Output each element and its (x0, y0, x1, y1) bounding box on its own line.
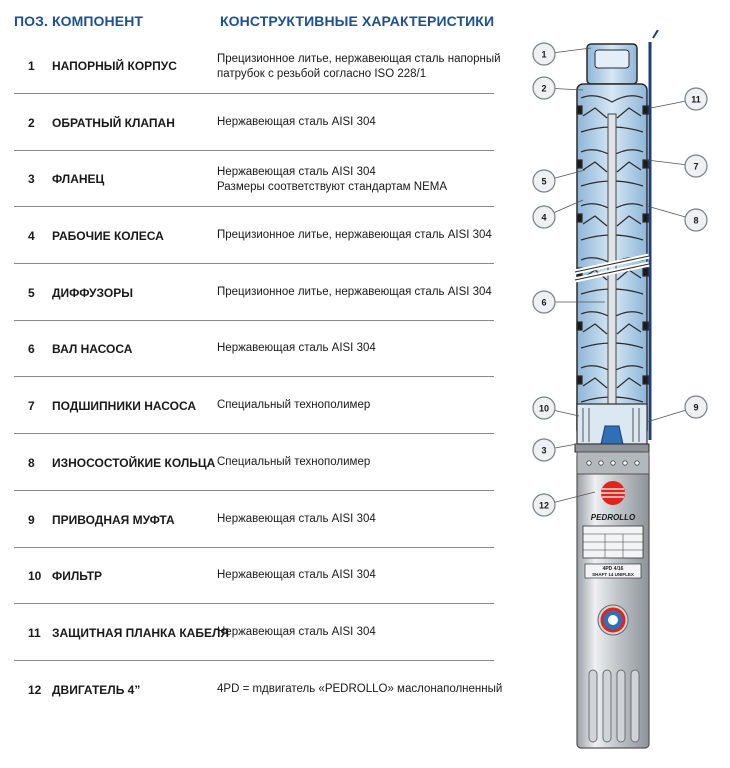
row-description-line: Прецизионное литье, нержавеющая сталь напорный (217, 53, 501, 65)
header-position: ПОЗ. (14, 13, 49, 29)
row-separator (14, 603, 494, 604)
row-separator (14, 547, 494, 548)
table-row (14, 449, 494, 487)
row-position: 6 (28, 342, 35, 356)
row-description-line: Нержавеющая сталь AISI 304 (217, 569, 376, 581)
row-component-name: ОБРАТНЫЙ КЛАПАН (52, 116, 175, 130)
row-component-name: НАПОРНЫЙ КОРПУС (52, 59, 177, 73)
row-position: 11 (28, 626, 41, 640)
table-row (14, 279, 494, 317)
row-description-line: Специальный технополимер (217, 456, 371, 468)
motor-plate-code: 4PD 4/16 (602, 566, 624, 572)
callout-number: 2 (541, 83, 547, 94)
motor-bolt (635, 461, 639, 465)
row-description-line: Нержавеющая сталь AISI 304 (217, 116, 376, 128)
motor-bolt (587, 461, 591, 465)
row-description-line: патрубок с резьбой согласно ISO 228/1 (217, 68, 427, 80)
callout-number: 10 (538, 403, 550, 414)
table-row (14, 676, 503, 714)
row-component-name: РАБОЧИЕ КОЛЕСА (52, 229, 164, 243)
row-description-line: Нержавеющая сталь AISI 304 (217, 626, 376, 638)
row-separator (14, 433, 494, 434)
row-description-line: Размеры соответствуют стандартам NEMA (217, 181, 448, 193)
row-component-name: ДВИГАТЕЛЬ 4” (52, 683, 141, 697)
row-position: 4 (28, 229, 35, 243)
row-position: 5 (28, 286, 35, 300)
row-description-line: Прецизионное литье, нержавеющая сталь AISI 304 (217, 229, 492, 241)
table-row (14, 165, 494, 203)
wear-ring (643, 268, 648, 276)
row-separator (14, 490, 494, 491)
wear-ring (643, 214, 648, 222)
row-component-name: ФИЛЬТР (52, 569, 103, 583)
row-component-name: ДИФФУЗОРЫ (52, 286, 133, 300)
callout-number: 12 (538, 500, 550, 511)
table-row (14, 619, 494, 657)
row-separator (14, 660, 494, 661)
pump-cutaway-diagram (525, 30, 725, 755)
row-position: 9 (28, 513, 35, 527)
flange (575, 444, 649, 452)
row-component-name: ФЛАНЕЦ (52, 172, 105, 186)
header-characteristics: КОНСТРУКТИВНЫЕ ХАРАКТЕРИСТИКИ (220, 13, 495, 29)
motor-bolt (611, 461, 615, 465)
row-separator (14, 376, 494, 377)
callout-number: 5 (541, 176, 547, 187)
table-row (14, 392, 494, 430)
row-position: 3 (28, 172, 35, 186)
row-position: 8 (28, 456, 35, 470)
row-separator (14, 320, 494, 321)
row-component-name: ЗАЩИТНАЯ ПЛАНКА КАБЕЛЯ (52, 626, 230, 640)
callout-number: 8 (693, 215, 699, 226)
row-component-name: ВАЛ НАСОСА (52, 342, 133, 356)
wear-ring (577, 214, 582, 222)
motor-bolt (599, 461, 603, 465)
row-component-name: ИЗНОСОСТОЙКИЕ КОЛЬЦА (52, 456, 216, 470)
row-separator (14, 150, 494, 151)
callout-number: 7 (693, 161, 699, 172)
row-description-line: Нержавеющая сталь AISI 304 (217, 166, 376, 178)
row-position: 10 (28, 569, 42, 583)
table-row (14, 506, 494, 544)
row-component-name: ПРИВОДНАЯ МУФТА (52, 513, 175, 527)
wear-ring (643, 376, 648, 384)
header-component: КОМПОНЕНТ (52, 13, 144, 29)
table-row (14, 335, 494, 373)
callout-number: 11 (691, 94, 701, 105)
wear-ring (643, 106, 648, 114)
table-row (14, 52, 501, 90)
row-description-line: Специальный технополимер (217, 399, 371, 411)
wear-ring (577, 160, 582, 168)
wear-ring (577, 376, 582, 384)
motor-brand: PEDROLLO (590, 513, 636, 522)
row-component-name: ПОДШИПНИКИ НАСОСА (52, 399, 196, 413)
row-description-line: Нержавеющая сталь AISI 304 (217, 342, 376, 354)
row-separator (14, 93, 494, 94)
row-description-line: Нержавеющая сталь AISI 304 (217, 513, 376, 525)
motor-bolt (623, 461, 627, 465)
wear-ring (643, 322, 648, 330)
row-position: 7 (28, 399, 35, 413)
table-row (14, 562, 494, 600)
cable (653, 30, 658, 38)
table-row (14, 109, 494, 147)
row-position: 2 (28, 116, 35, 130)
wear-ring (577, 322, 582, 330)
callout-number: 6 (541, 297, 547, 308)
row-separator (14, 263, 494, 264)
callout-number: 3 (541, 445, 547, 456)
motor-plate-label: SHAFT 14 UNIFLEX (592, 572, 634, 577)
callout-number: 9 (693, 402, 699, 413)
wear-ring (577, 106, 582, 114)
row-position: 1 (28, 59, 35, 73)
drive-coupling (601, 426, 623, 444)
row-position: 12 (28, 683, 42, 697)
row-description-line: 4PD = mдвигатель «PEDROLLO» маслонаполненный (217, 683, 503, 695)
callout-number: 1 (541, 49, 547, 60)
row-description-line: Прецизионное литье, нержавеющая сталь AISI 304 (217, 286, 492, 298)
table-row (14, 222, 494, 260)
row-separator (14, 206, 494, 207)
callout-number: 4 (541, 212, 547, 223)
wear-ring (643, 160, 648, 168)
